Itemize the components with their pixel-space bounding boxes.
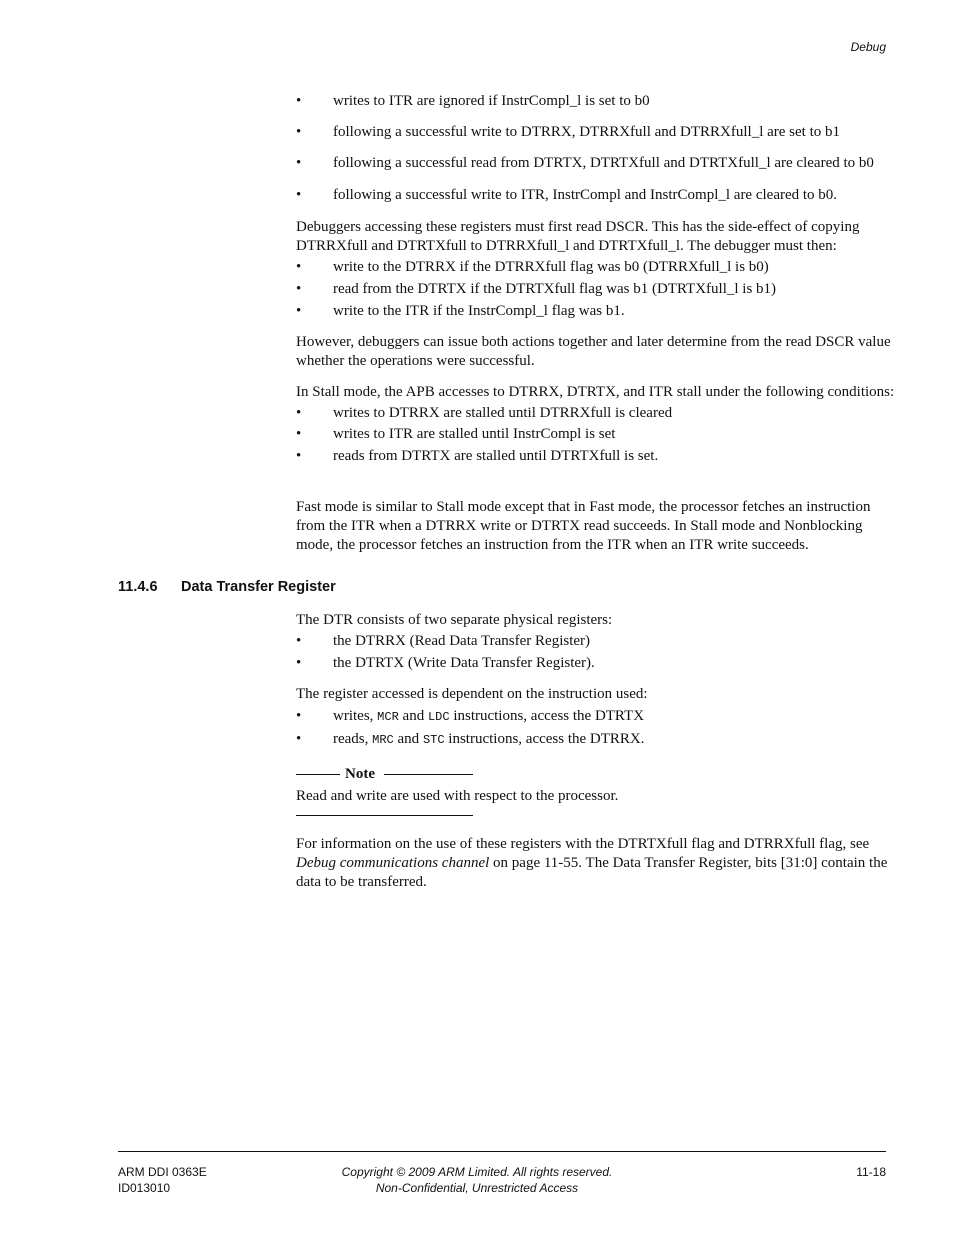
code-ldc: LDC (427, 710, 450, 724)
list-item: • reads, MRC and STC instructions, access the DTRRX. (296, 731, 645, 747)
note-rule-bottom (296, 815, 473, 816)
footer-doc-id (118, 1164, 207, 1196)
list-item: • writes to DTRRX are stalled until DTRRXfull is cleared (296, 405, 673, 421)
list-item: • following a successful write to DTRRX, DTRRXfull and DTRRXfull_l are set to b1 (296, 124, 841, 140)
list-item: • following a successful read from DTRTX, DTRTXfull and DTRTXfull_l are cleared to b0 (296, 155, 874, 171)
code-mrc: MRC (372, 733, 394, 747)
list-item: • write to the DTRRX if the DTRRXfull flag was b0 (DTRRXfull_l is b0) (296, 259, 769, 275)
list-item: • writes, MCR and LDC instructions, access the DTRTX (296, 708, 645, 724)
note-box (296, 765, 896, 816)
running-header: Debug (850, 40, 886, 54)
list-item: • writes to ITR are stalled until InstrCompl is set (296, 426, 616, 442)
note-rule-left (296, 774, 340, 775)
note-header (296, 765, 896, 784)
list-item: • following a successful write to ITR, InstrCompl and InstrCompl_l are cleared to b0. (296, 187, 838, 203)
list-item: • the DTRRX (Read Data Transfer Register) (296, 633, 591, 649)
list-item: • write to the ITR if the InstrCompl_l flag was b1. (296, 303, 625, 319)
list-item: • writes to ITR are ignored if InstrCompl_l is set to b0 (296, 93, 650, 109)
section-number: 11.4.6 (118, 579, 158, 595)
code-mcr: MCR (377, 710, 399, 724)
code-stc: STC (422, 733, 445, 747)
doc-release-id: ID013010 (118, 1181, 171, 1195)
dtr-section (296, 611, 896, 673)
note-rule-right (384, 774, 473, 775)
paragraph: The DTR consists of two separate physical registers: (296, 612, 613, 628)
section-title: Data Transfer Register (181, 579, 336, 595)
debuggers-section (296, 218, 896, 321)
note-text: Read and write are used with respect to the processor. (296, 788, 619, 804)
access-text: Non-Confidential, Unrestricted Access (375, 1181, 579, 1195)
bullet-list-itr-rules (296, 92, 896, 205)
paragraph: The register accessed is dependent on the instruction used: (296, 686, 648, 702)
paragraph: In Stall mode, the APB accesses to DTRRX, DTRTX, and ITR stall under the following conditions: (296, 384, 895, 400)
paragraph-info: For information on the use of these registers with the DTRTXfull flag and DTRRXfull flag, see Debug communications channel on page 11-55. The Data Transfer Register, bits [31:0] contain the data to be transferred. (296, 836, 888, 890)
register-accessed-section (296, 685, 896, 750)
note-label: Note (345, 766, 375, 782)
paragraph-however: However, debuggers can issue both actions together and later determine from the read DSCR value whether the operations were successful. (296, 334, 891, 369)
cross-reference-link[interactable]: Debug communications channel (296, 855, 490, 871)
paragraph-fast-mode: Fast mode is similar to Stall mode except that in Fast mode, the processor fetches an instruction from the ITR when a DTRRX write or DTRTX read succeeds. In Stall mode and Nonblocking mode, the processor fetches an instruction from the ITR when an ITR write succeeds. (296, 499, 871, 553)
doc-number: ARM DDI 0363E (118, 1165, 207, 1179)
list-item: • read from the DTRTX if the DTRTXfull flag was b1 (DTRTXfull_l is b1) (296, 281, 777, 297)
stall-mode-section (296, 383, 896, 466)
list-item: • reads from DTRTX are stalled until DTRTXfull is set. (296, 448, 659, 464)
section-heading (118, 579, 336, 595)
footer-rule (118, 1151, 886, 1152)
copyright-text: Copyright © 2009 ARM Limited. All rights reserved. (341, 1165, 613, 1179)
list-item: • the DTRTX (Write Data Transfer Register). (296, 655, 595, 671)
page-number: 11-18 (856, 1165, 886, 1179)
footer-copyright (300, 1164, 654, 1196)
paragraph: Debuggers accessing these registers must first read DSCR. This has the side-effect of copying DTRRXfull and DTRTXfull to DTRRXfull_l and DTRTXfull_l. The debugger must then: (296, 219, 860, 254)
